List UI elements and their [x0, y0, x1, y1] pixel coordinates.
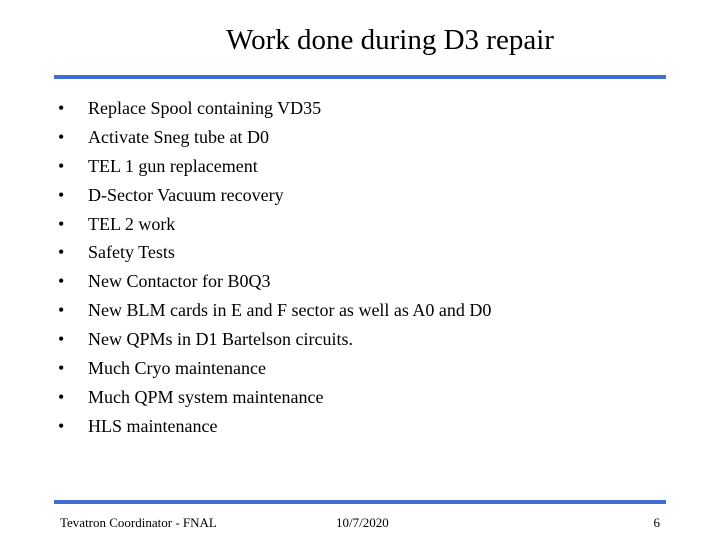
bullet-text: Safety Tests	[88, 242, 175, 263]
footer-organization: Tevatron Coordinator - FNAL	[60, 515, 217, 530]
footer-date: 10/7/2020	[336, 515, 389, 530]
bullet-text: TEL 1 gun replacement	[88, 155, 258, 176]
bullet-text: Much Cryo maintenance	[88, 358, 266, 379]
bullet-dot-icon: •	[58, 415, 65, 436]
bullet-text: HLS maintenance	[88, 415, 218, 436]
bullet-text: TEL 2 work	[88, 213, 176, 234]
bullet-dot-icon: •	[58, 329, 65, 350]
bullet-text: New Contactor for B0Q3	[88, 271, 271, 292]
bullet-text: Replace Spool containing VD35	[88, 98, 322, 118]
bullet-text: Much QPM system maintenance	[88, 386, 324, 407]
bullet-dot-icon: •	[58, 126, 65, 147]
bullet-dot-icon: •	[58, 386, 65, 407]
bullet-dot-icon: •	[58, 300, 65, 321]
bullet-text: New QPMs in D1 Bartelson circuits.	[88, 329, 353, 350]
bullet-text: Activate Sneg tube at D0	[88, 126, 269, 147]
footer-divider	[54, 500, 666, 504]
bullet-dot-icon: •	[58, 98, 65, 118]
bullet-text: New BLM cards in E and F sector as well as A0 and D0	[88, 300, 492, 321]
bullet-dot-icon: •	[58, 271, 65, 292]
bullet-dot-icon: •	[58, 155, 65, 176]
bullet-dot-icon: •	[58, 213, 65, 234]
slide-title: Work done during D3 repair	[226, 24, 554, 56]
title-divider	[54, 75, 666, 79]
bullet-dot-icon: •	[58, 242, 65, 263]
bullet-dot-icon: •	[58, 184, 65, 205]
bullet-dot-icon: •	[58, 358, 65, 379]
bullet-text: D-Sector Vacuum recovery	[88, 184, 284, 205]
footer-page-number: 6	[653, 515, 660, 530]
